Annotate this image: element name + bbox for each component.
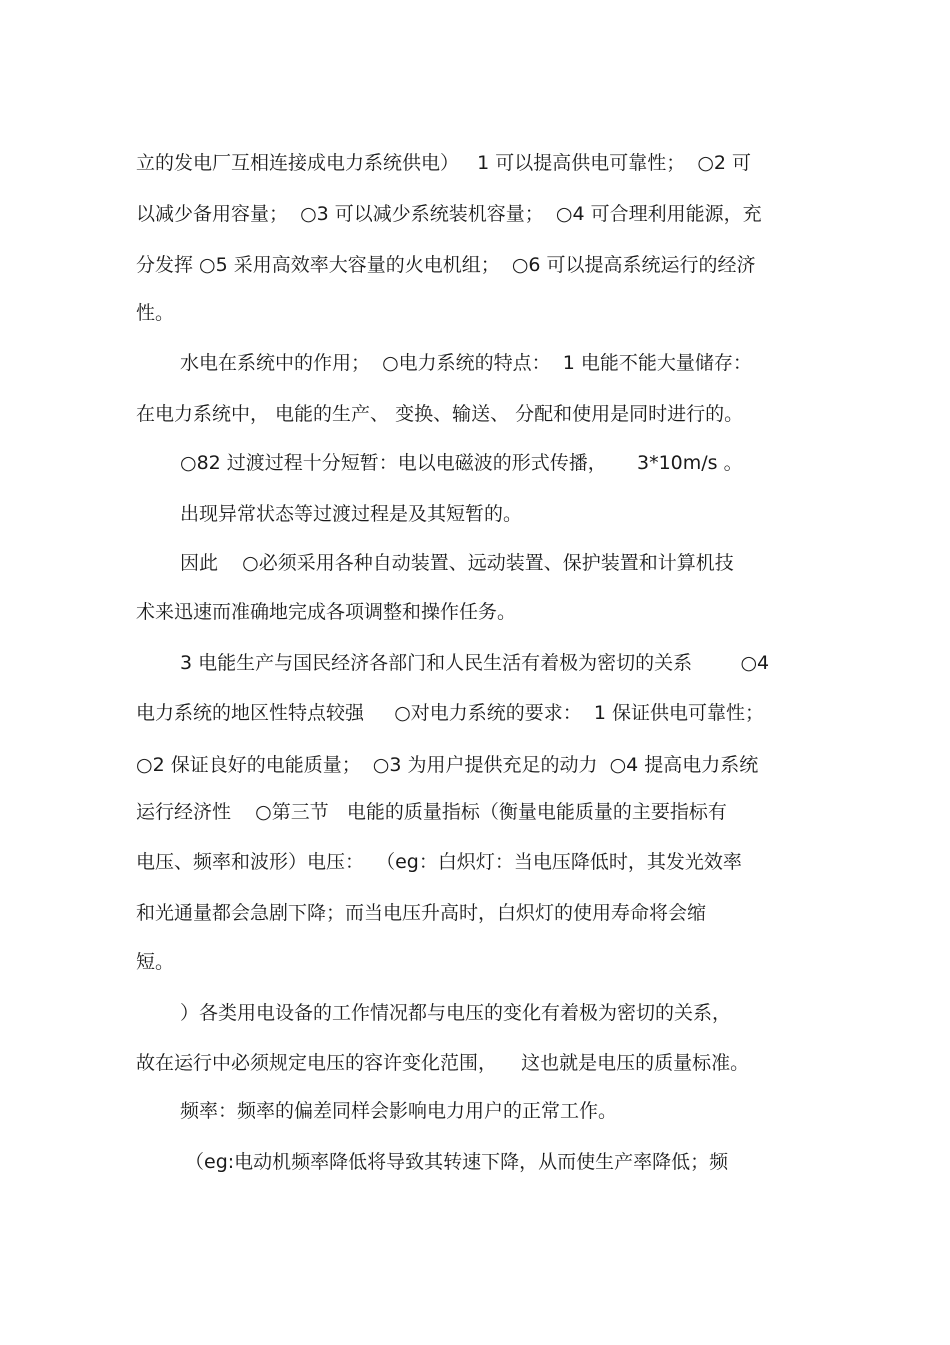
text-line-20: 频率：频率的偏差同样会影响电力用户的正常工作。: [180, 1100, 618, 1122]
text-line-3: 分发挥 ○5 采用高效率大容量的火电机组； ○6 可以提高系统运行的经济: [136, 254, 756, 276]
text-line-7: ○82 过渡过程十分短暂：电以电磁波的形式传播， 3*10m/s 。: [180, 452, 743, 474]
text-line-18: ）各类用电设备的工作情况都与电压的变化有着极为密切的关系，: [180, 1002, 732, 1024]
text-line-14: 运行经济性 ○第三节 电能的质量指标（衡量电能质量的主要指标有: [136, 801, 727, 823]
text-line-15: 电压、频率和波形）电压： （eg：白炽灯：当电压降低时，其发光效率: [136, 851, 742, 873]
text-line-6: 在电力系统中， 电能的生产、 变换、输送、 分配和使用是同时进行的。: [136, 403, 744, 425]
text-line-21: （eg:电动机频率降低将导致其转速下降，从而使生产率降低；频: [185, 1151, 729, 1173]
text-line-12: 电力系统的地区性特点较强 ○对电力系统的要求： 1 保证供电可靠性；: [136, 702, 764, 724]
text-line-9: 因此 ○必须采用各种自动装置、远动装置、保护装置和计算机技: [180, 552, 734, 574]
text-line-2: 以减少备用容量； ○3 可以减少系统装机容量； ○4 可合理利用能源，充: [136, 203, 762, 225]
text-line-4: 性。: [136, 302, 175, 324]
text-line-16: 和光通量都会急剧下降；而当电压升高时，白炽灯的使用寿命将会缩: [136, 902, 707, 924]
text-line-1: 立的发电厂互相连接成电力系统供电） 1 可以提高供电可靠性； ○2 可: [136, 152, 752, 174]
text-line-8: 出现异常状态等过渡过程是及其短暂的。: [180, 503, 523, 525]
text-line-11: 3 电能生产与国民经济各部门和人民生活有着极为密切的关系 ○4: [180, 652, 770, 674]
text-line-19: 故在运行中必须规定电压的容许变化范围， 这也就是电压的质量标准。: [136, 1052, 750, 1074]
text-line-17: 短。: [136, 951, 175, 973]
text-line-13: ○2 保证良好的电能质量； ○3 为用户提供充足的动力 ○4 提高电力系统: [136, 754, 759, 776]
text-line-5: 水电在系统中的作用； ○电力系统的特点： 1 电能不能大量储存：: [180, 352, 752, 374]
text-line-10: 术来迅速而准确地完成各项调整和操作任务。: [136, 601, 517, 623]
